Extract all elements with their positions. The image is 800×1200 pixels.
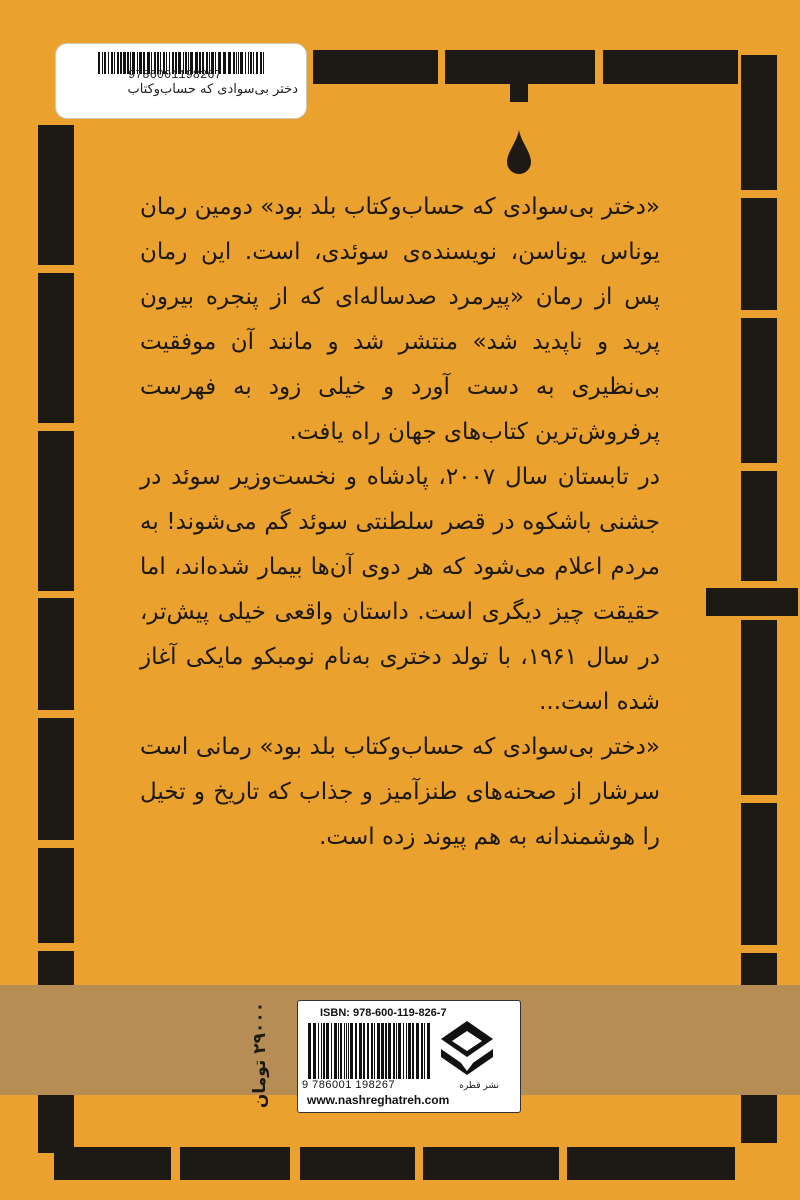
frame-brick: [741, 55, 777, 190]
frame-brick: [38, 125, 74, 265]
price-text: ۲۹۰۰۰ تومان: [250, 1001, 270, 1109]
sticker-barcode-number: 9786001198267: [128, 68, 222, 82]
publisher-website: www.nashreghatreh.com: [307, 1093, 450, 1107]
blurb-paragraph-2: در تابستان سال ۲۰۰۷، پادشاه و نخست‌وزیر سوئد در جشنی باشکوه در قصر سلطنتی سوئد گم می‌شوند! به مردم اعلام می‌شود که هر دوی آن‌ها بیمار شده‌اند، اما حقیقت چیز دیگری است. داستان واقعی خیلی پیش‌تر، در سال ۱۹۶۱، با تولد دختری به‌نام نومبکو مایکی آغاز شده است...: [140, 464, 661, 715]
publisher-logo-icon: [438, 1019, 496, 1081]
barcode-icon: [306, 1023, 430, 1079]
frame-brick: [741, 318, 777, 463]
frame-brick: [54, 1147, 171, 1180]
publisher-name: نشر قطره: [459, 1081, 499, 1091]
frame-brick: [313, 50, 438, 84]
frame-brick: [38, 718, 74, 840]
frame-brick: [300, 1147, 415, 1180]
blurb-paragraph-3: «دختر بی‌سوادی که حساب‌وکتاب بلد بود» رمانی است سرشار از صحنه‌های طنزآمیز و جذاب که تاریخ و تخیل را هوشمندانه به هم پیوند زده است.: [140, 734, 660, 850]
frame-brick: [741, 198, 777, 310]
isbn-box: [297, 1000, 521, 1113]
frame-brick: [706, 588, 798, 616]
frame-brick: [741, 620, 777, 795]
barcode-digits: 9 786001 198267: [302, 1079, 396, 1091]
isbn-number: ISBN: 978-600-119-826-7: [320, 1007, 447, 1019]
price-label: [240, 1000, 280, 1110]
frame-brick: [445, 50, 595, 84]
frame-brick: [741, 803, 777, 945]
blurb-text: [140, 185, 660, 860]
frame-brick: [38, 848, 74, 943]
frame-brick: [180, 1147, 290, 1180]
blurb-paragraph-1: «دختر بی‌سوادی که حساب‌وکتاب بلد بود» دومین رمان یوناس یوناسن، نویسنده‌ی سوئدی، است. این رمان پس از رمان «پیرمرد صدساله‌ای که از پنجره بیرون پرید و ناپدید شد» منتشر شد و مانند آن موفقیت بی‌نظیری به دست آورد و خیلی زود به فهرست پرفروش‌ترین کتاب‌های جهان راه یافت.: [140, 194, 660, 445]
frame-brick: [38, 273, 74, 423]
frame-brick: [38, 598, 74, 710]
frame-brick: [603, 50, 738, 84]
drop-icon: [507, 130, 531, 174]
drop-stem: [510, 80, 528, 102]
frame-brick: [741, 471, 777, 581]
sticker-book-title: دختر بی‌سوادی که حساب‌وکتاب: [127, 82, 298, 97]
frame-brick: [567, 1147, 735, 1180]
frame-brick: [423, 1147, 559, 1180]
library-barcode-sticker: [55, 43, 307, 119]
frame-brick: [38, 431, 74, 591]
